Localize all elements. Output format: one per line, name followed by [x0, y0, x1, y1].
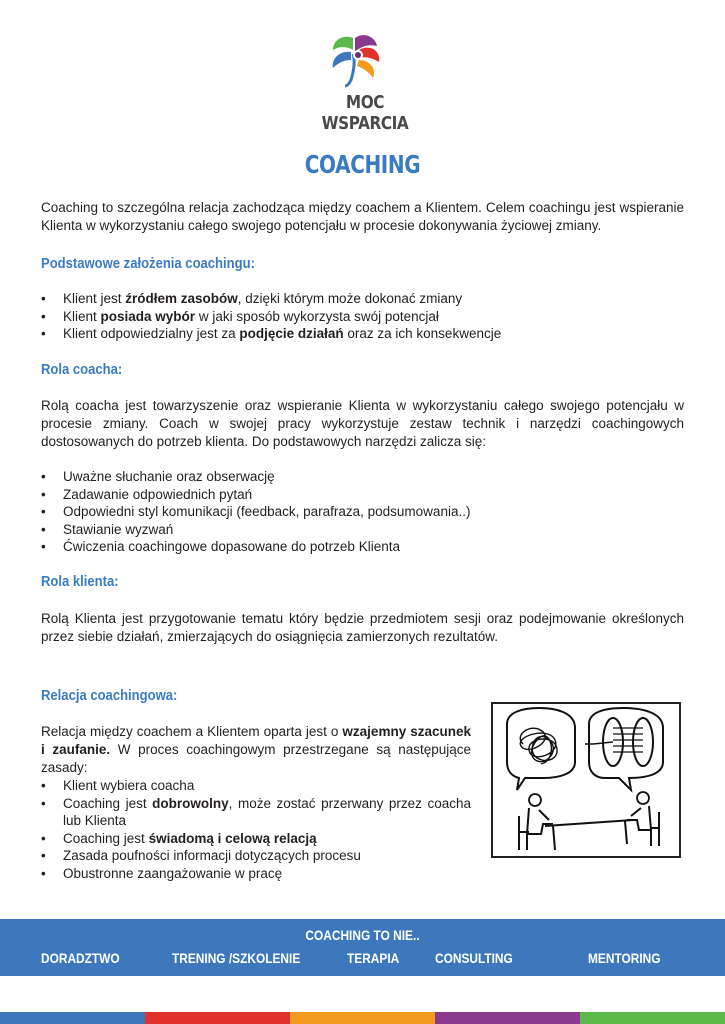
item-text: w jaki sposób wykorzysta swój potencjał [195, 308, 439, 324]
intro-paragraph: Coaching to szczególna relacja zachodząca między coachem a Klientem. Celem coachingu jest wspieranie Klienta w wykorzystaniu całego swojego potencjału w procesie dokonywania życiowej zmiany. [41, 200, 684, 233]
item-text: Zasada poufności informacji dotyczących procesu [63, 848, 361, 863]
item-text: Coaching jest [63, 830, 149, 846]
stripe [290, 1012, 435, 1024]
list-item [41, 865, 471, 883]
relation-paragraph [41, 723, 471, 777]
list-item [41, 777, 471, 795]
relation-text: Relacja między coachem a Klientem oparta jest o [41, 724, 343, 739]
stripe [580, 1012, 725, 1024]
list-item: • Uważne słuchanie oraz obserwację [41, 468, 470, 486]
item-bold: dobrowolny [152, 795, 229, 811]
page-title: COACHING [304, 150, 421, 179]
heading-coaching-relation: Relacja coachingowa: [41, 688, 178, 704]
band-item-therapy: TERAPIA [347, 950, 400, 966]
item-bold: podjęcie działań [239, 326, 344, 341]
stripe [0, 1012, 145, 1024]
list-item [41, 847, 471, 865]
band-item-mentoring: MENTORING [588, 950, 661, 966]
item-text: Klient jest [63, 291, 126, 306]
logo-text: MOC WSPARCIA [321, 92, 409, 134]
band-item-advisory: DORADZTWO [41, 950, 120, 966]
item-text: Obustronne zaangażowanie w pracę [63, 865, 283, 881]
relation-text: W proces coachingowym przestrzegane są następujące zasady: [41, 742, 472, 775]
color-stripes [0, 1012, 725, 1024]
list-item [41, 325, 501, 343]
coaching-illustration [491, 702, 681, 858]
list-item: • Stawianie wyzwań [41, 521, 470, 539]
item-bold: świadomą i celową relacją [148, 830, 317, 846]
heading-coach-role: Rola coacha: [41, 362, 123, 378]
logo-mark-icon [325, 30, 385, 90]
list-item: • Ćwiczenia coachingowe dopasowane do potrzeb Klienta [41, 538, 470, 556]
logo [300, 30, 430, 134]
item-text: Klient wybiera coacha [63, 778, 195, 793]
heading-client-role: Rola klienta: [41, 574, 119, 590]
band-item-training: TRENING /SZKOLENIE [172, 950, 301, 966]
client-role-paragraph: Rolą Klienta jest przygotowanie tematu który będzie przedmiotem sesji oraz podejmowanie określonych przez siebie działań, zmierzających do osiągnięcia zamierzonych rezultatów. [41, 611, 684, 644]
coaching-is-not-band [0, 919, 725, 976]
item-text: Coaching jest [63, 795, 153, 811]
list-item [41, 290, 501, 308]
band-title: COACHING TO NIE.. [305, 927, 420, 943]
list-item: • Zadawanie odpowiednich pytań [41, 486, 470, 504]
item-text: oraz za ich konsekwencje [343, 326, 502, 341]
stripe [145, 1012, 290, 1024]
item-bold: posiada wybór [100, 308, 196, 324]
tools-list [41, 468, 470, 556]
coaching-illustration-image [493, 704, 679, 856]
relation-bold: wzajemny szacunek i zaufanie. [41, 724, 471, 757]
list-item: • Odpowiedni styl komunikacji (feedback, parafraza, podsumowania..) [41, 503, 470, 521]
list-item [41, 795, 471, 830]
band-item-consulting: CONSULTING [435, 950, 513, 966]
item-text: , dzięki którym może dokonać zmiany [237, 291, 463, 306]
coach-role-paragraph: Rolą coacha jest towarzyszenie oraz wspieranie Klienta w wykorzystaniu całego swojego potencjału w procesie zmiany. Coach w swojej pracy wykorzystuje zestaw technik i narzędzi coachingowych dostosowanych do potrzeb klienta. Do podstawowych narzędzi zalicza się: [41, 398, 684, 449]
item-text: Klient [63, 308, 101, 324]
item-bold: źródłem zasobów [125, 291, 238, 306]
rules-list [41, 777, 471, 882]
heading-assumptions: Podstawowe założenia coachingu: [41, 256, 255, 272]
assumptions-list [41, 290, 501, 343]
stripe [435, 1012, 580, 1024]
item-text: Klient odpowiedzialny jest za [63, 326, 240, 341]
item-text: , może zostać przerwany przez coacha lub Klienta [63, 795, 471, 828]
list-item [41, 830, 471, 848]
list-item [41, 308, 501, 326]
